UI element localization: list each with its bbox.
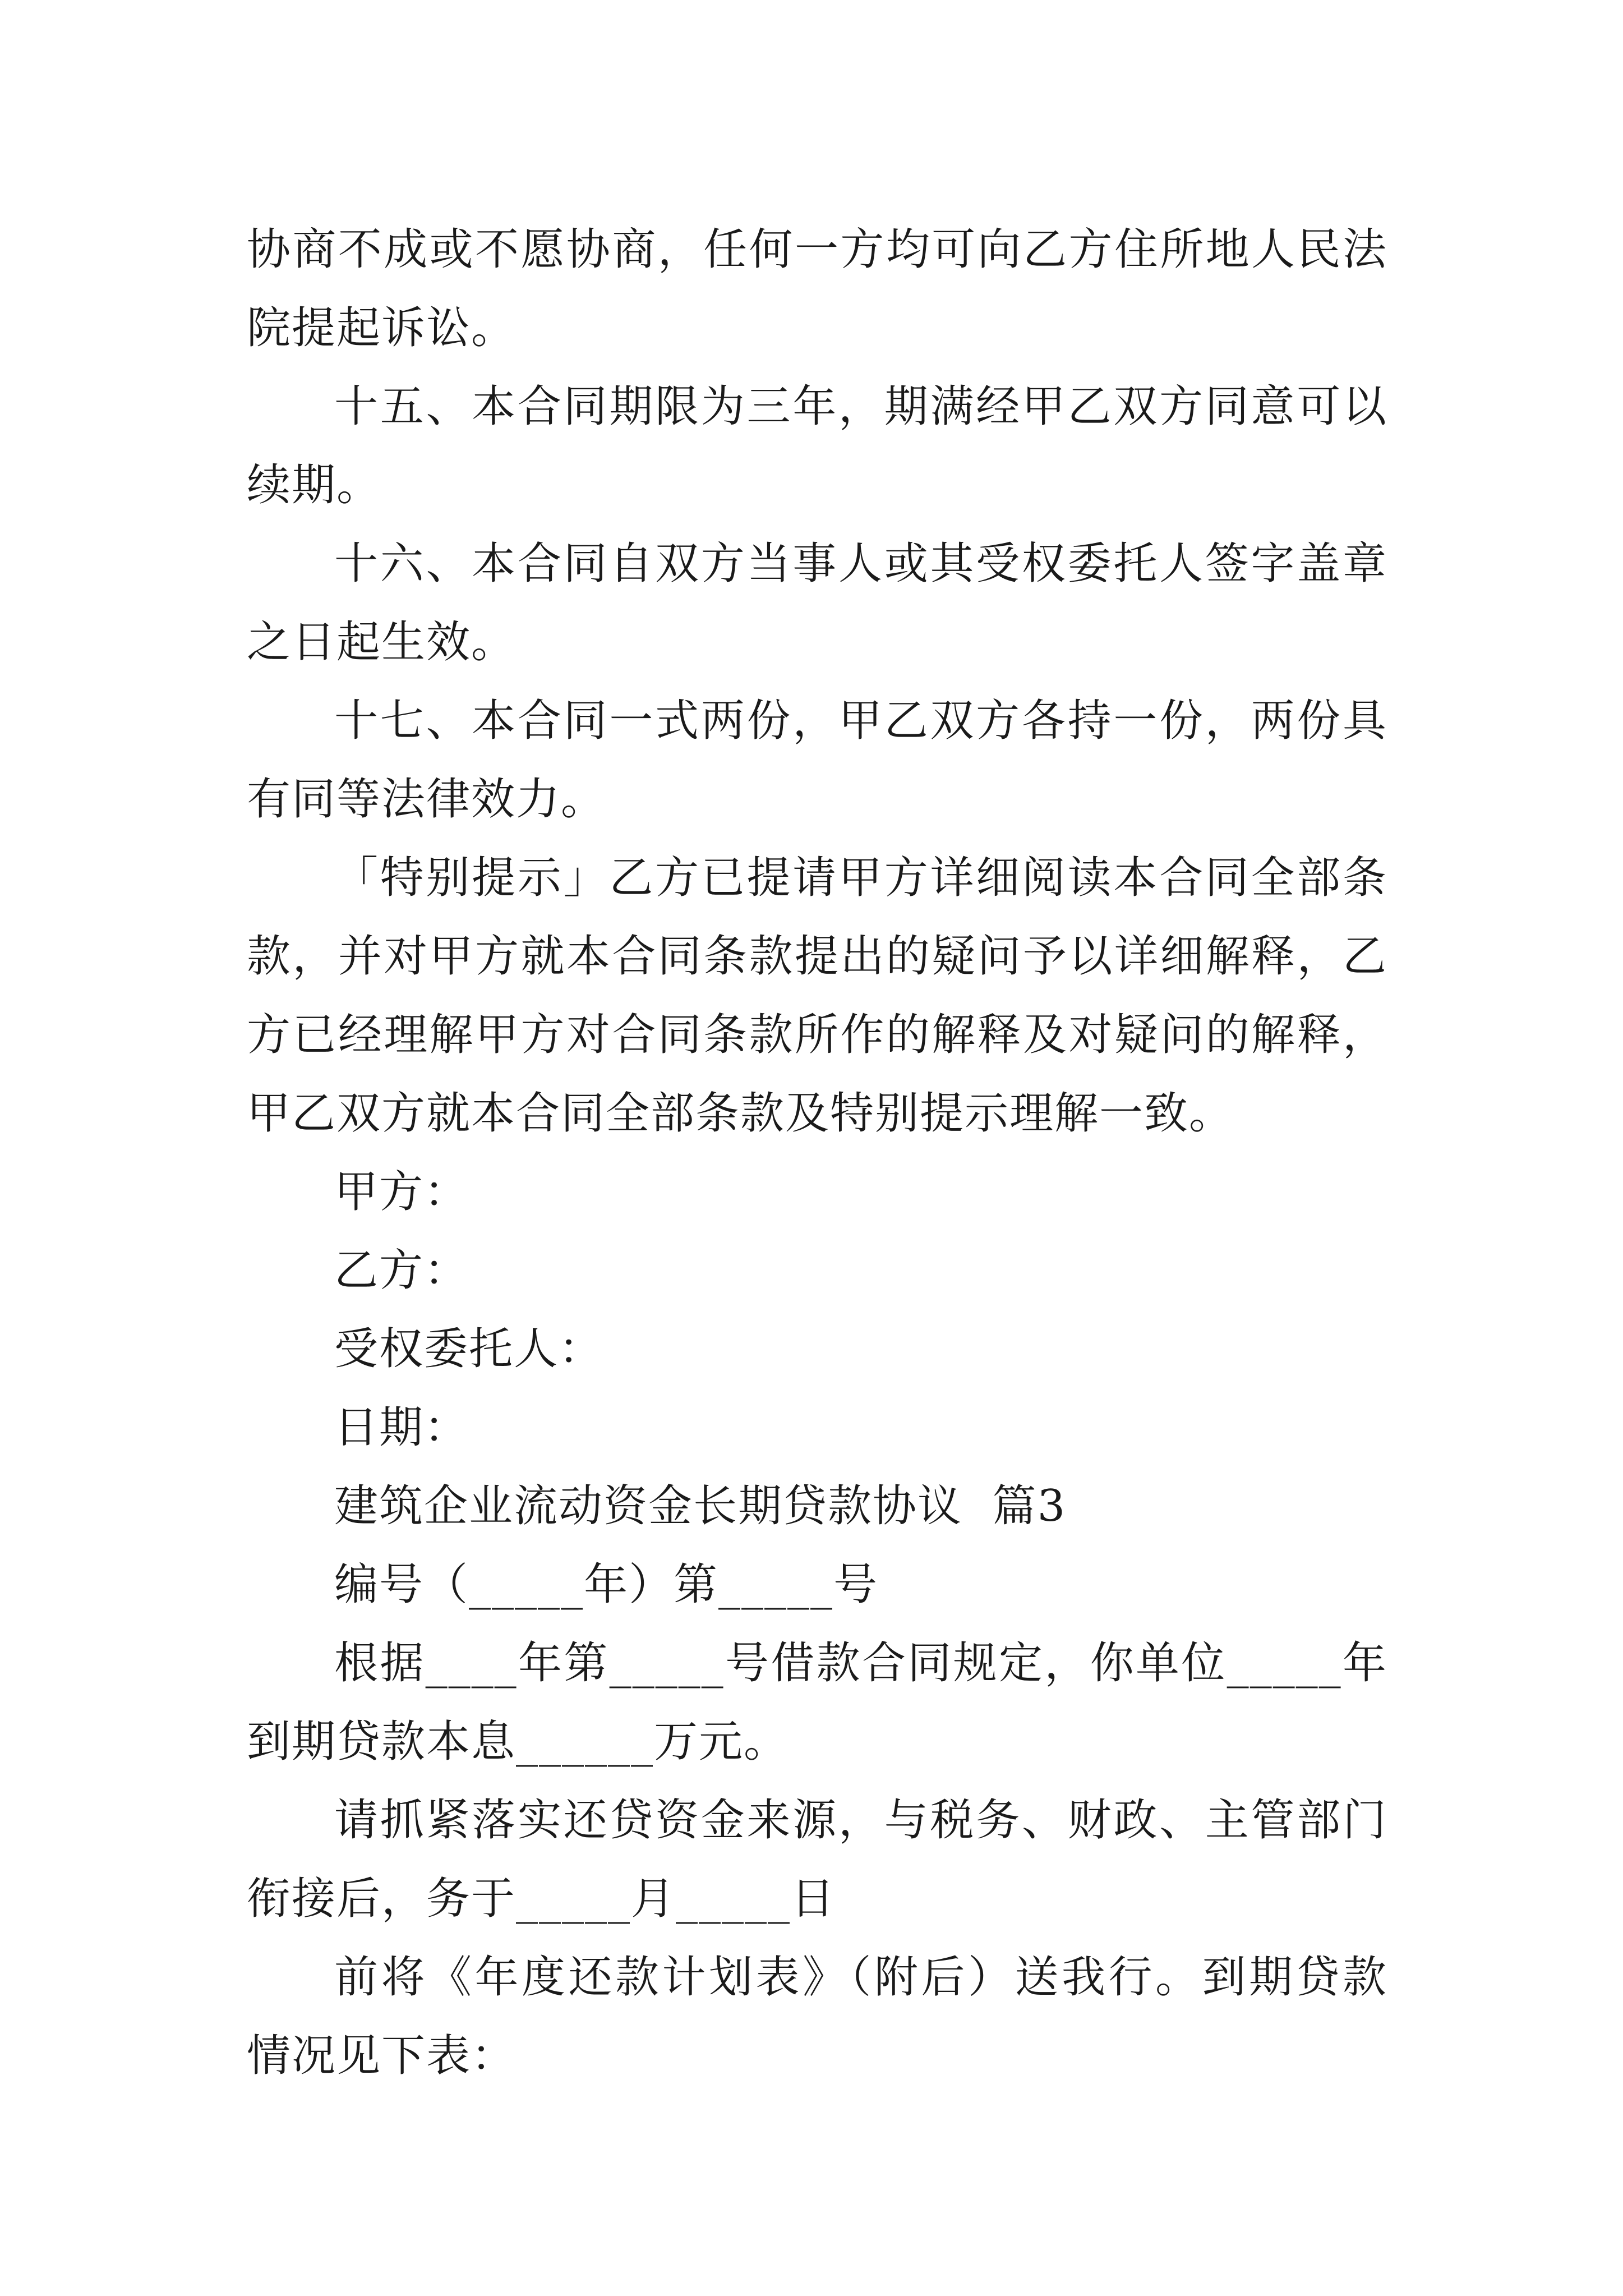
paragraph-dispute-resolution: 协商不成或不愿协商，任何一方均可向乙方住所地人民法院提起诉讼。 — [247, 224, 1387, 353]
document-number: 编号（_____年）第_____号 — [334, 1559, 879, 1610]
signature-party-a: 甲方： — [334, 1167, 469, 1217]
repayment-schedule-note: 前将《年度还款计划表》（附后）送我行。到期贷款情况见下表： — [247, 1952, 1387, 2081]
clause-15: 十五、本合同期限为三年，期满经甲乙双方同意可以续期。 — [247, 381, 1387, 510]
section-title: 建筑企业流动资金长期贷款协议 篇3 — [334, 1481, 1067, 1531]
signature-party-b: 乙方： — [334, 1245, 469, 1296]
clause-16: 十六、本合同自双方当事人或其受权委托人签字盖章之日起生效。 — [247, 539, 1387, 668]
repayment-notice: 根据____年第_____号借款合同规定，你单位_____年到期贷款本息______万元。 — [247, 1638, 1387, 1767]
special-notice: 「特别提示」乙方已提请甲方详细阅读本合同全部条款，并对甲方就本合同条款提出的疑问予以详细解释，乙方已经理解甲方对合同条款所作的解释及对疑问的解释，甲乙双方就本合同全部条款及特别提示理解一致。 — [247, 853, 1387, 1139]
clause-17: 十七、本合同一式两份，甲乙双方各持一份，两份具有同等法律效力。 — [247, 696, 1387, 825]
document-body — [247, 210, 1387, 2095]
signature-date: 日期： — [334, 1402, 469, 1453]
repayment-instruction: 请抓紧落实还贷资金来源，与税务、财政、主管部门衔接后，务于_____月_____日 — [247, 1795, 1387, 1924]
signature-agent: 受权委托人： — [334, 1324, 604, 1374]
